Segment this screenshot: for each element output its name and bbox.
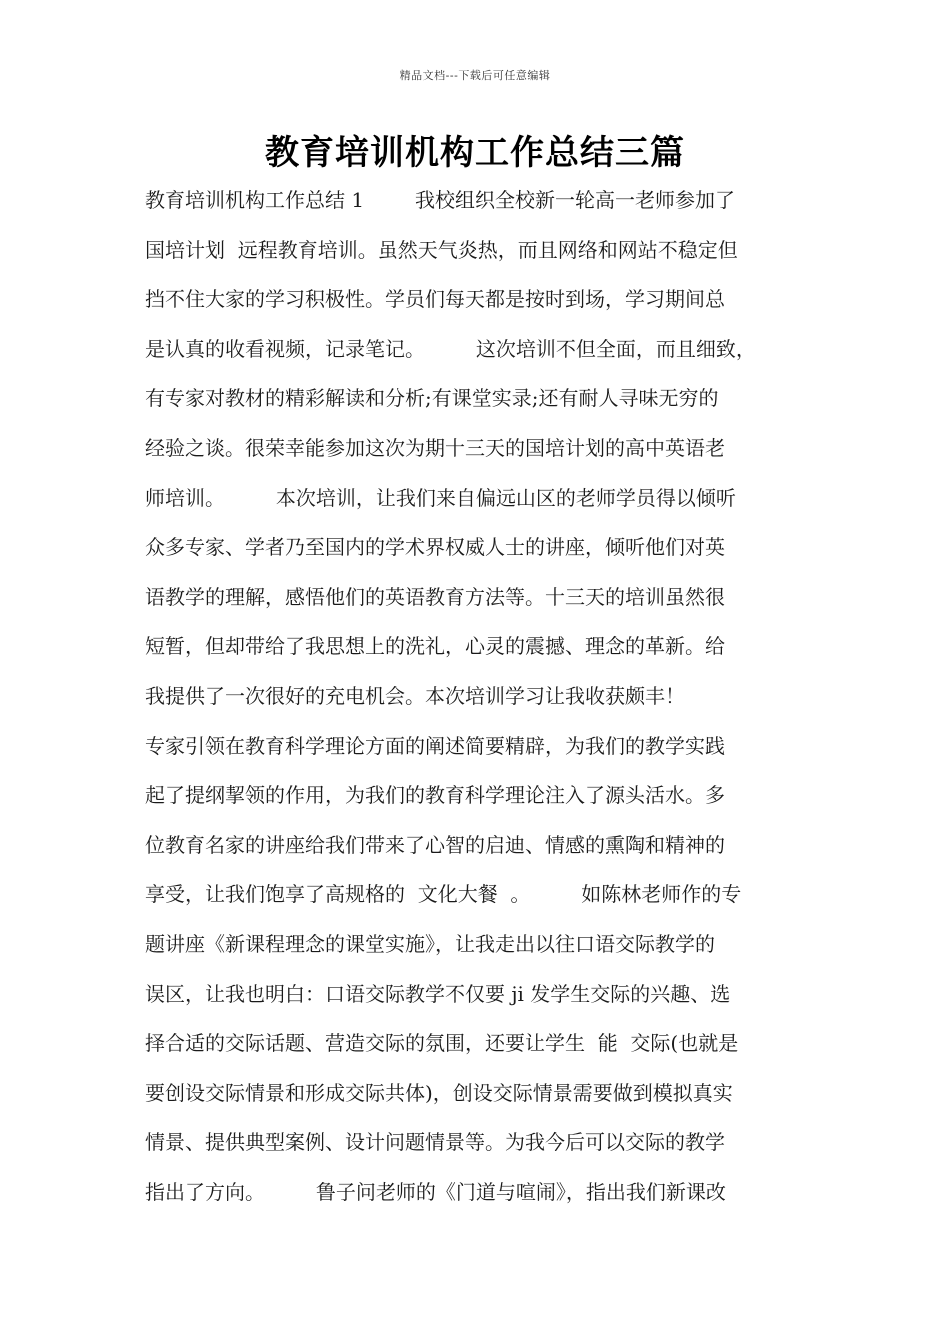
text-line: 题讲座《新课程理念的课堂实施》，让我走出以往口语交际教学的 <box>145 931 715 956</box>
text-line: 享受，让我们饱享了高规格的 文化大餐 。 如陈林老师作的专 <box>145 882 742 907</box>
body-text <box>145 180 825 1221</box>
text-line: 经验之谈。很荣幸能参加这次为期十三天的国培计划的高中英语老 <box>145 435 725 460</box>
text-line: 起了提纲挈领的作用，为我们的教育科学理论注入了源头活水。多 <box>145 783 725 808</box>
text-line: 国培计划 远程教育培训。虽然天气炎热，而且网络和网站不稳定但 <box>145 237 738 262</box>
text-line: 专家引领在教育科学理论方面的阐述简要精辟，为我们的教学实践 <box>145 733 725 758</box>
text-line: 教育培训机构工作总结 1 我校组织全校新一轮高一老师参加了 <box>145 188 735 212</box>
text-line: 要创设交际情景和形成交际共体)，创设交际情景需要做到模拟真实 <box>145 1080 733 1105</box>
text-line: 语教学的理解，感悟他们的英语教育方法等。十三天的培训虽然很 <box>145 584 725 609</box>
text-line: 挡不住大家的学习积极性。学员们每天都是按时到场，学习期间总 <box>145 287 725 312</box>
header-note: 精品文档---下载后可任意编辑 <box>399 69 551 82</box>
text-line: 指出了方向。 鲁子问老师的《门道与喧闹》，指出我们新课改 <box>145 1179 726 1204</box>
text-line: 误区，让我也明白：口语交际教学不仅要 ji 发学生交际的兴趣、选 <box>145 981 731 1006</box>
text-line: 是认真的收看视频，记录笔记。 这次培训不但全面，而且细致， <box>145 336 756 361</box>
text-line: 有专家对教材的精彩解读和分析;有课堂实录;还有耐人寻味无穷的 <box>145 386 719 411</box>
text-line: 短暂，但却带给了我思想上的洗礼，心灵的震撼、理念的革新。给 <box>145 634 725 659</box>
text-line: 择合适的交际话题、营造交际的氛围，还要让学生 能 交际(也就是 <box>145 1031 739 1056</box>
document-title: 教育培训机构工作总结三篇 <box>265 133 685 173</box>
text-line: 众多专家、学者乃至国内的学术界权威人士的讲座，倾听他们对英 <box>145 535 725 560</box>
text-line: 位教育名家的讲座给我们带来了心智的启迪、情感的熏陶和精神的 <box>145 832 725 857</box>
text-line: 我提供了一次很好的充电机会。本次培训学习让我收获颇丰！ <box>145 683 685 708</box>
text-line: 情景、提供典型案例、设计问题情景等。为我今后可以交际的教学 <box>145 1130 725 1155</box>
text-line: 师培训。 本次培训，让我们来自偏远山区的老师学员得以倾听 <box>145 485 736 510</box>
